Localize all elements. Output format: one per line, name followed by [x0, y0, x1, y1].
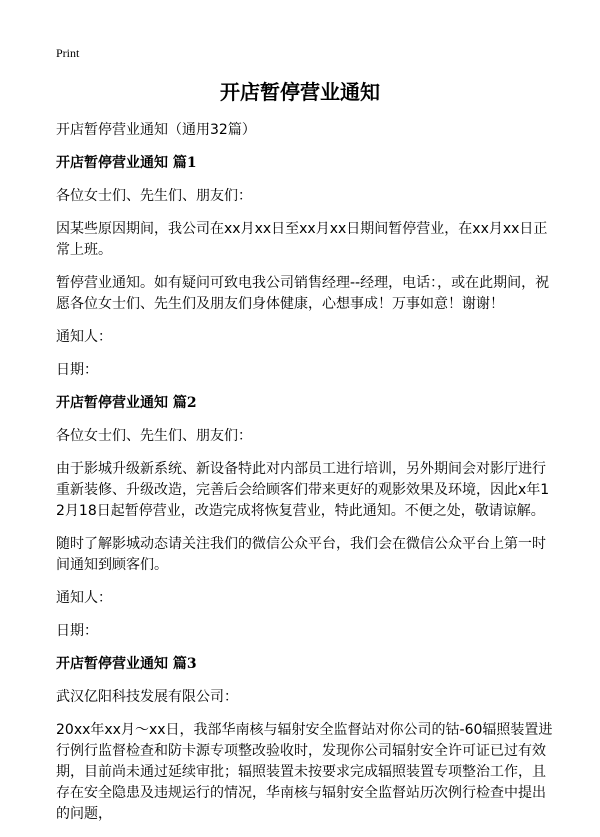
section-tag: 篇2: [172, 395, 197, 411]
intro-text: 开店暂停营业通知（通用32篇）: [56, 122, 256, 138]
section-2-paragraph: 由于影城升级新系统、新设备特此对内部员工进行培训，另外期间会对影厅进行重新装修、升级改造，完善后会给顾客们带来更好的观影效果及环境，因此x年12月18日起暂停营业，改造完成将恢复营业，特此通知。不便之处，敬请谅解。: [56, 461, 550, 519]
section-1-paragraph: 日期：: [56, 362, 98, 378]
section-heading-text: 开店暂停营业通知: [56, 656, 168, 672]
section-2-paragraph: 通知人：: [56, 590, 112, 606]
section-2-paragraph: 随时了解影城动态请关注我们的微信公众平台，我们会在微信公众平台上第一时间通知到顾客们。: [56, 536, 546, 573]
section-tag: 篇1: [172, 155, 197, 171]
section-2-paragraph: 各位女士们、先生们、朋友们：: [56, 428, 252, 444]
section-heading-text: 开店暂停营业通知: [56, 155, 168, 171]
section-1-paragraph: 各位女士们、先生们、朋友们：: [56, 188, 252, 204]
section-2-heading: [56, 393, 556, 414]
document-body: [56, 120, 556, 837]
section-1-paragraph: 暂停营业通知。如有疑问可致电我公司销售经理--经理，电话：，或在此期间，祝愿各位女士们、先生们及朋友们身体健康，心想事成！万事如意！谢谢！: [56, 275, 550, 312]
section-3-heading: [56, 654, 556, 675]
print-link[interactable]: Print: [56, 46, 80, 60]
section-3-paragraph: 20xx年xx月～xx日，我部华南核与辐射安全监督站对你公司的钴-60辐照装置进行例行监督检查和防卡源专项整改验收时，发现你公司辐射安全许可证已过有效期，目前尚未通过延续审批；辐照装置未按要求完成辐照装置专项整治工作，且存在安全隐患及违规运行的情况，华南核与辐射安全监督站历次例行检查中提出的问题，: [56, 722, 553, 822]
section-1-heading: [56, 153, 556, 174]
section-1-paragraph: 通知人：: [56, 329, 112, 345]
page-title: 开店暂停营业通知: [220, 80, 380, 104]
section-heading-text: 开店暂停营业通知: [56, 395, 168, 411]
section-1-paragraph: 因某些原因期间，我公司在xx月xx日至xx月xx日期间暂停营业，在xx月xx日正常上班。: [56, 221, 548, 258]
section-3-paragraph: 武汉亿阳科技发展有限公司：: [56, 689, 238, 705]
section-2-paragraph: 日期：: [56, 623, 98, 639]
section-tag: 篇3: [172, 656, 197, 672]
